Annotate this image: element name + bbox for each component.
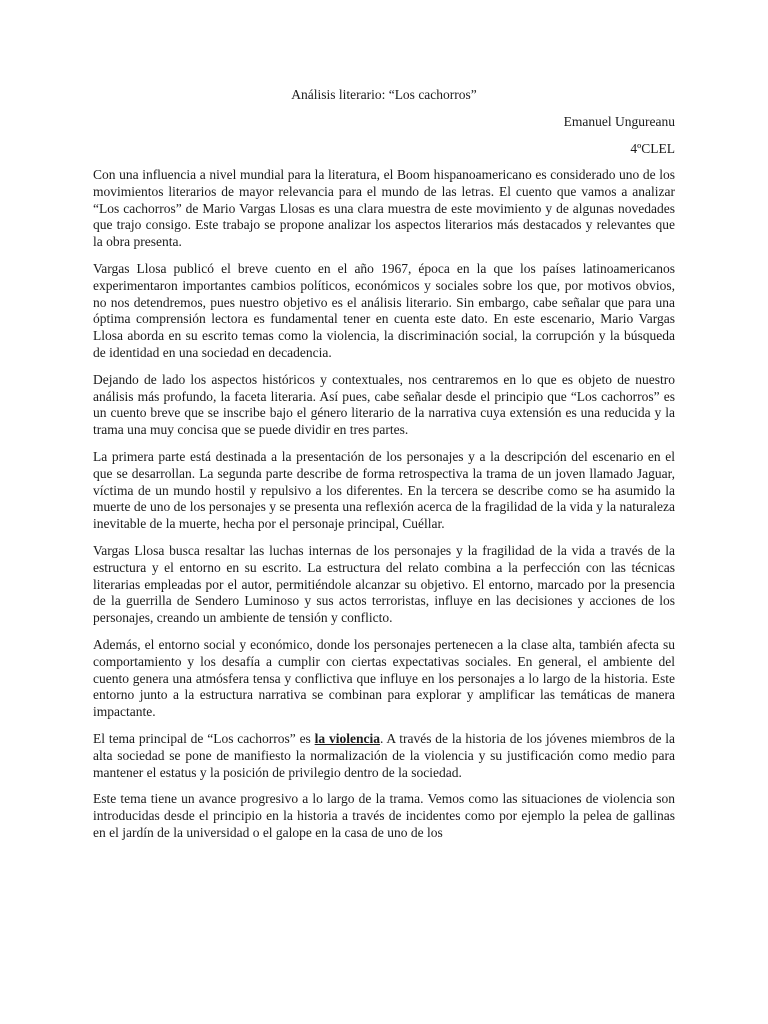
theme-text-after: . A través de la historia de los jóvenes miembros de la alta sociedad se pone de manifiesto la normalización de la violencia y su justificación como medio para mantener el estatus y la posición de privilegio dentro de la sociedad. — [93, 730, 676, 780]
paragraph-context: Vargas Llosa publicó el breve cuento en el año 1967, época en la que los países latinoamericanos experimentaron importantes cambios políticos, económicos y sociales sobre los que, por motivos obvios, no nos detendremos, pues nuestro objetivo es el análisis literario. Sin embargo, cabe señalar que para una óptima comprensión lectora es fundamental tener en cuenta este dato. En este escenario, Mario Vargas Llosa aborda en su escrito temas como la violencia, la discriminación social, la corrupción y la búsqueda de identidad en una sociedad en decadencia. — [93, 260, 675, 360]
theme-text-before: El tema principal de “Los cachorros” es — [93, 730, 315, 746]
paragraph-progression: Este tema tiene un avance progresivo a lo largo de la trama. Vemos como las situaciones de violencia son introducidas desde el principio en la historia a través de incidentes como por ejemplo la pelea de gallinas en el jardín de la universidad o el galope en la casa de uno de los — [93, 791, 675, 840]
paragraph-techniques: Vargas Llosa busca resaltar las luchas internas de los personajes y la fragilidad de la vida a través de la estructura y el entorno en su escrito. La estructura del relato combina a la perfección con las técnicas literarias empleadas por el autor, permitiéndole alcanzar su objetivo. El entorno, marcado por la presencia de la guerrilla de Sendero Luminoso y sus actos terroristas, influye en las decisiones y acciones de los personajes, creando un ambiente de tensión y conflicto. — [93, 542, 675, 626]
document-title: Análisis literario: “Los cachorros” — [291, 87, 477, 102]
paragraph-theme — [93, 731, 675, 781]
paragraph-genre: Dejando de lado los aspectos históricos y contextuales, nos centraremos en lo que es objeto de nuestro análisis más profundo, la faceta literaria. Así pues, cabe señalar desde el principio que “Los cachorros” es un cuento breve que se inscribe bajo el género literario de la narrativa cuya extensión es una reducida y la trama una muy concisa que se puede dividir en tres partes. — [93, 371, 675, 438]
theme-emphasis: la violencia — [314, 730, 380, 746]
paragraph-intro: Con una influencia a nivel mundial para la literatura, el Boom hispanoamericano es considerado uno de los movimientos literarios de mayor relevancia para el mundo de las letras. El cuento que vamos a analizar “Los cachorros” de Mario Vargas Llosas es una clara muestra de este movimiento y de algunas novedades que trajo consigo. Este trabajo se propone analizar los aspectos literarios más destacados y relevantes que la obra presenta. — [93, 167, 675, 250]
author-name: Emanuel Ungureanu — [563, 114, 675, 129]
class-label: 4ºCLEL — [630, 141, 675, 156]
paragraph-environment: Además, el entorno social y económico, donde los personajes pertenecen a la clase alta, también afecta su comportamiento y los desafía a cumplir con ciertas expectativas sociales. En general, el ambiente del cuento genera una atmósfera tensa y conflictiva que influye en los personajes a lo largo de la historia. Este entorno junto a la estructura narrativa se combinan para explorar y amplificar las temáticas de manera impactante. — [93, 636, 675, 720]
document-page — [93, 86, 675, 852]
paragraph-structure: La primera parte está destinada a la presentación de los personajes y a la descripción del escenario en el que se desarrollan. La segunda parte describe de forma retrospectiva la trama de un joven llamado Jaguar, víctima de un mundo hostil y repulsivo a los diferentes. En la tercera se describe como se ha asumido la muerte de uno de los personajes y se presenta una reflexión acerca de la fragilidad de la vida y la naturaleza inevitable de la muerte, hecha por el personaje principal, Cuéllar. — [93, 448, 675, 532]
